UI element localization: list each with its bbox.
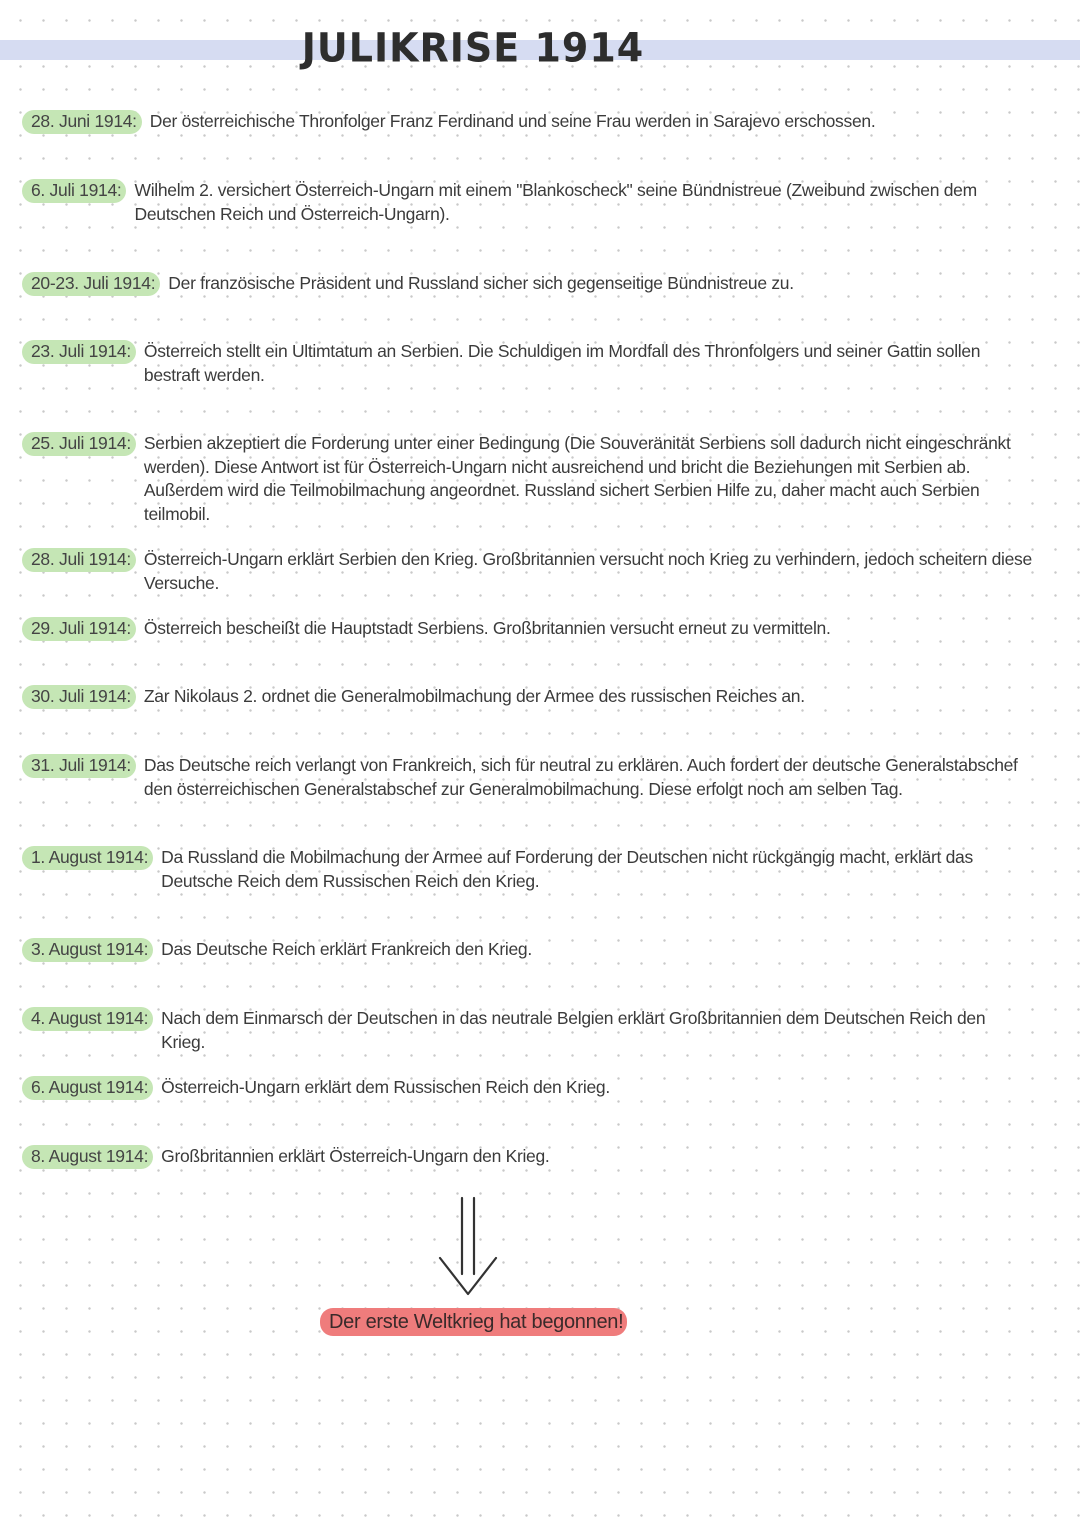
timeline-entry-1	[22, 110, 1032, 134]
timeline-entry-14	[22, 1145, 1032, 1169]
entry-text: Österreich bescheißt die Hauptstadt Serbiens. Großbritannien versucht erneut zu vermitteln.	[143, 618, 831, 638]
timeline-entry-7	[22, 617, 1032, 641]
entry-date: 31. Juli 1914:	[22, 754, 136, 778]
entry-text: Das Deutsche Reich erklärt Frankreich den Krieg.	[161, 939, 532, 959]
entry-date: 3. August 1914:	[22, 938, 153, 962]
entry-date: 1. August 1914:	[22, 846, 153, 870]
entry-date: 20-23. Juli 1914:	[22, 272, 160, 296]
entry-date: 25. Juli 1914:	[22, 432, 136, 456]
timeline-entry-5	[22, 432, 1032, 526]
entry-text: Das Deutsche reich verlangt von Frankreich, sich für neutral zu erklären. Auch fordert der deutsche Generalstabschef den österreichischen Generalstabschef zur Generalmobilmachung. Diese erfolgt noch am selben Tag.	[143, 755, 1018, 799]
entry-text: Österreich-Ungarn erklärt Serbien den Krieg. Großbritannien versucht noch Krieg zu verhindern, jedoch scheitern diese Versuche.	[143, 549, 1032, 593]
entry-text: Der österreichische Thronfolger Franz Ferdinand und seine Frau werden in Sarajevo erschossen.	[149, 111, 876, 131]
timeline-entry-10	[22, 846, 1032, 893]
entry-text: Serbien akzeptiert die Forderung unter einer Bedingung (Die Souveränität Serbiens soll dadurch nicht eingeschränkt werden). Diese Antwort ist für Österreich-Ungarn nicht ausreichend und bricht die Beziehungen mit Serbien ab. Außerdem wird die Teilmobilmachung angeordnet. Russland sichert Serbien Hilfe zu, daher macht auch Serbien teilmobil.	[143, 433, 1011, 524]
timeline-entry-3	[22, 272, 1032, 296]
entry-date: 6. August 1914:	[22, 1076, 153, 1100]
double-arrow-down-icon	[436, 1194, 500, 1298]
entry-text: Nach dem Einmarsch der Deutschen in das neutrale Belgien erklärt Großbritannien dem Deutschen Reich den Krieg.	[161, 1008, 986, 1052]
entry-date: 4. August 1914:	[22, 1007, 153, 1031]
entry-text: Österreich stellt ein Ultimtatum an Serbien. Die Schuldigen im Mordfall des Thronfolgers und seiner Gattin sollen bestraft werden.	[143, 341, 981, 385]
entry-text: Zar Nikolaus 2. ordnet die Generalmobilmachung der Armee des russischen Reiches an.	[143, 686, 805, 706]
entry-text: Da Russland die Mobilmachung der Armee auf Forderung der Deutschen nicht rückgängig macht, erklärt das Deutsche Reich dem Russischen Reich den Krieg.	[161, 847, 973, 891]
timeline-entry-6	[22, 548, 1032, 595]
timeline-entry-2	[22, 179, 1032, 226]
timeline-entry-13	[22, 1076, 1032, 1100]
entry-date: 8. August 1914:	[22, 1145, 153, 1169]
entry-text: Der französische Präsident und Russland sicher sich gegenseitige Bündnistreue zu.	[168, 273, 794, 293]
entry-date: 30. Juli 1914:	[22, 685, 136, 709]
entry-date: 29. Juli 1914:	[22, 617, 136, 641]
conclusion-banner: Der erste Weltkrieg hat begonnen!	[320, 1308, 627, 1336]
timeline-entry-9	[22, 754, 1032, 801]
entry-date: 23. Juli 1914:	[22, 340, 136, 364]
entry-date: 28. Juni 1914:	[22, 110, 142, 134]
entry-text: Österreich-Ungarn erklärt dem Russischen Reich den Krieg.	[161, 1077, 610, 1097]
entry-date: 28. Juli 1914:	[22, 548, 136, 572]
entry-text: Wilhelm 2. versichert Österreich-Ungarn mit einem "Blankoscheck" seine Bündnistreue (Zweibund zwischen dem Deutschen Reich und Österreich-Ungarn).	[134, 180, 977, 224]
timeline-entry-11	[22, 938, 1032, 962]
entry-date: 6. Juli 1914:	[22, 179, 126, 203]
timeline-entry-4	[22, 340, 1032, 387]
timeline-entry-12	[22, 1007, 1032, 1054]
entry-text: Großbritannien erklärt Österreich-Ungarn den Krieg.	[161, 1146, 550, 1166]
timeline-entry-8	[22, 685, 1032, 709]
page-title: JULIKRISE 1914	[301, 24, 645, 72]
